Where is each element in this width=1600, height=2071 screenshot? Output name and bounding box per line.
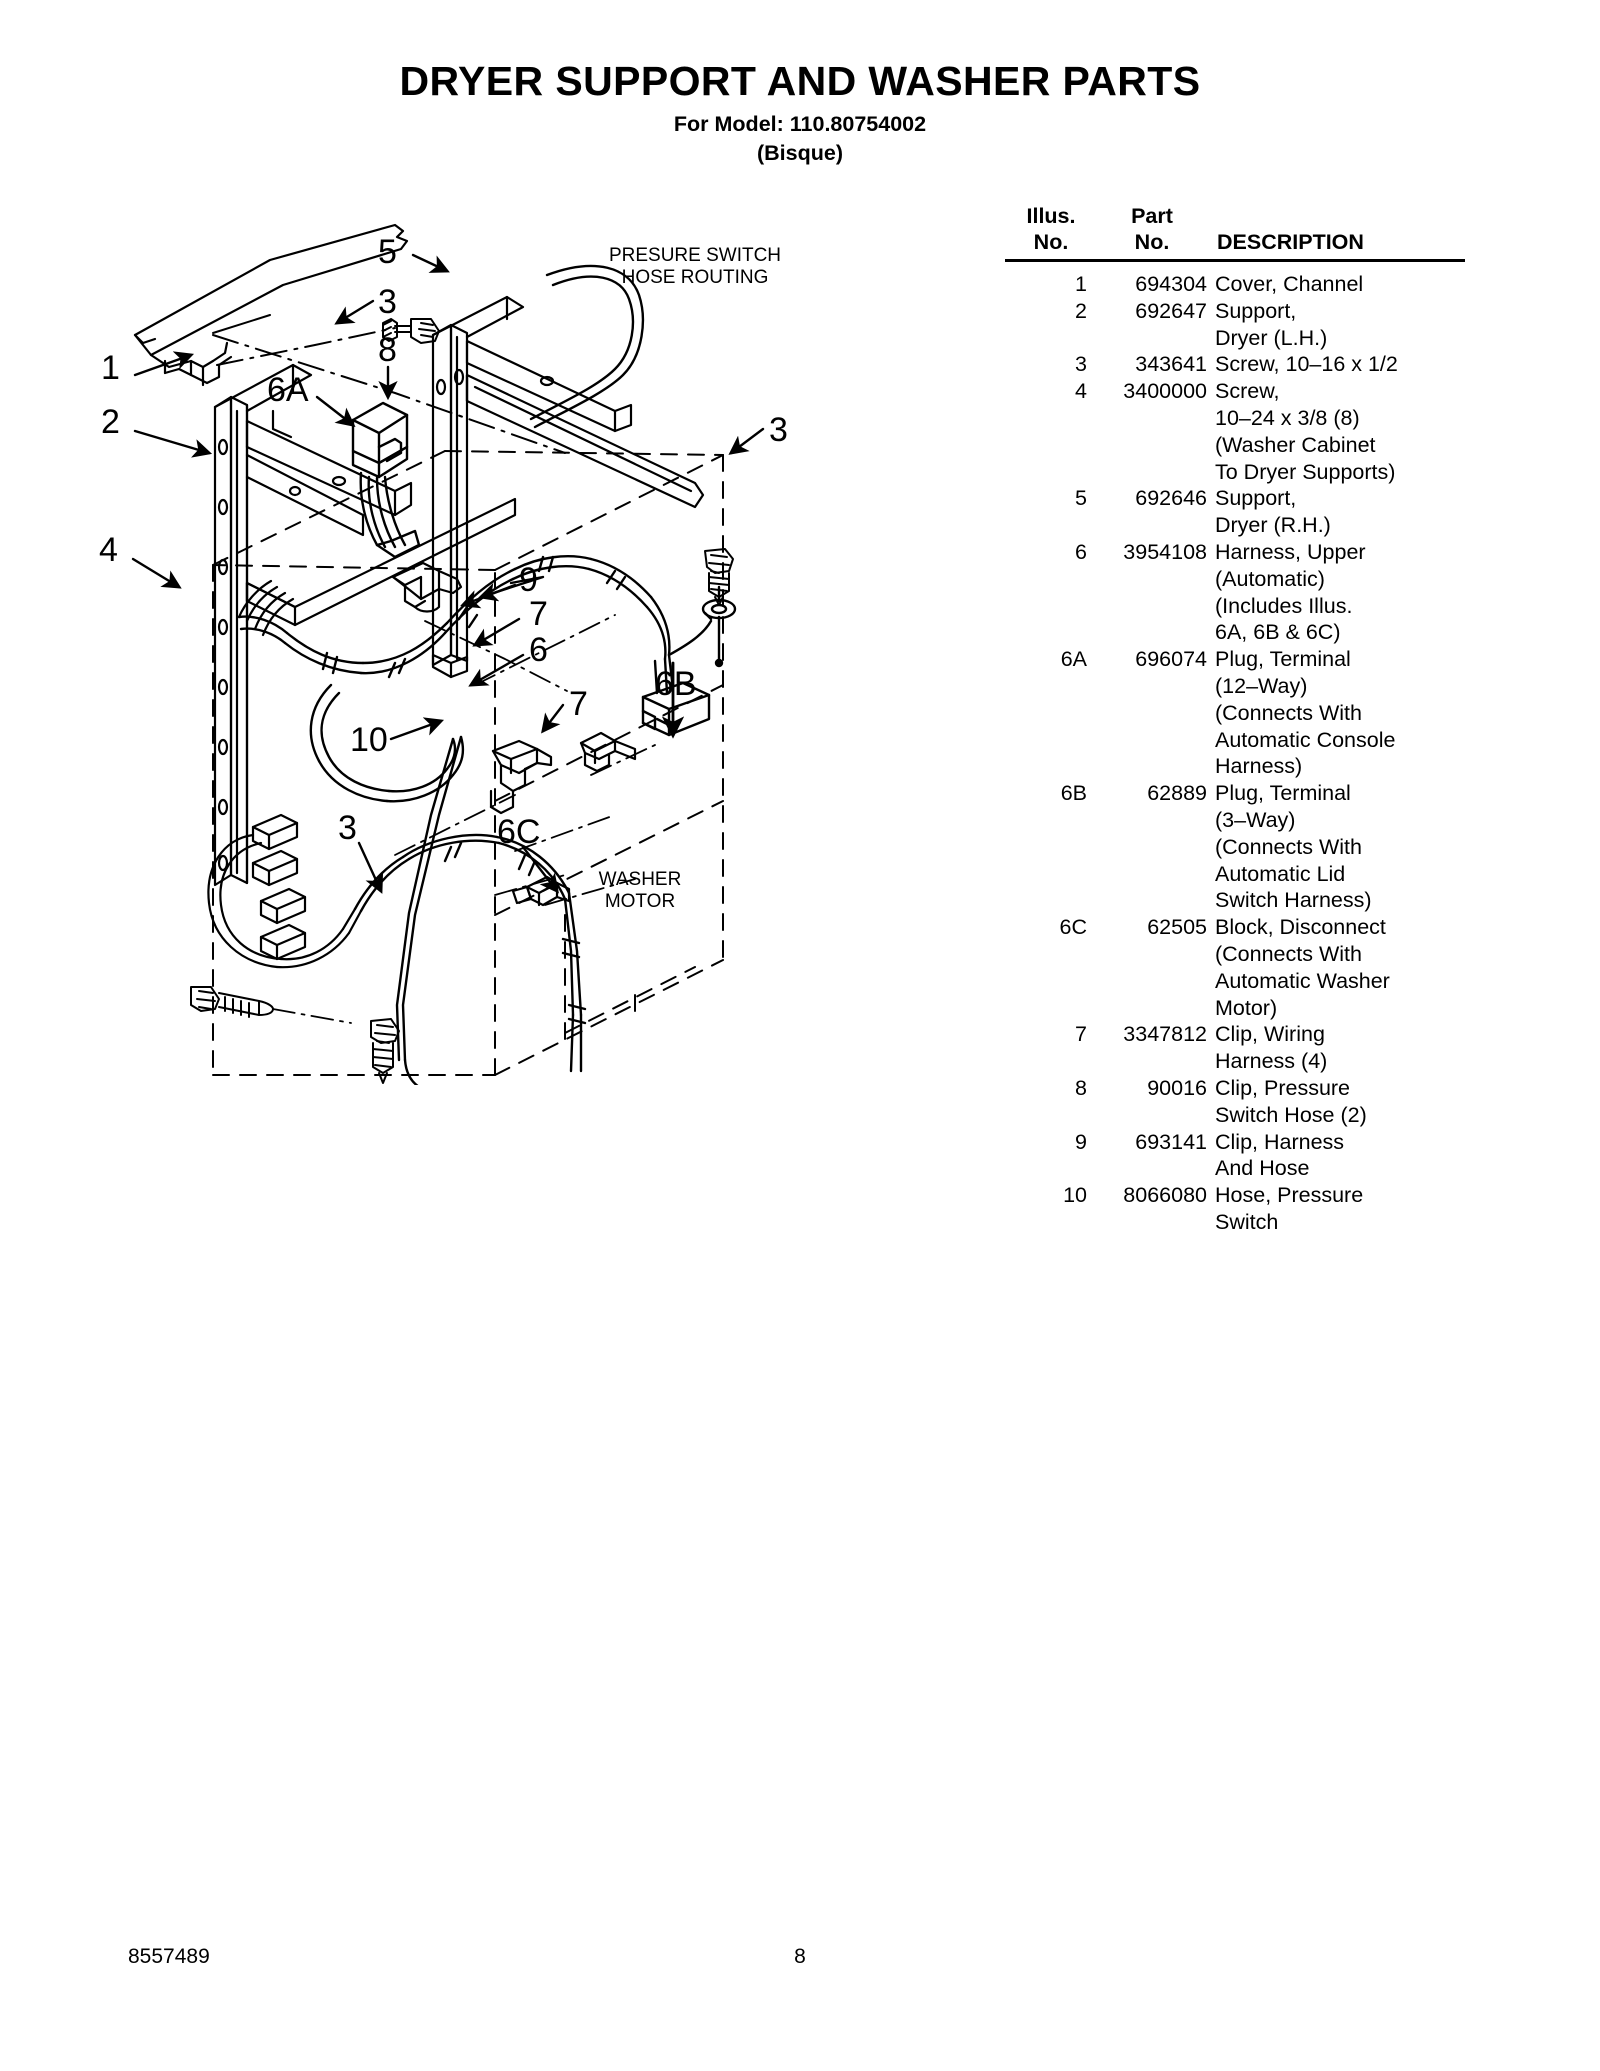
cell-description: Clip, Wiring	[1215, 1022, 1325, 1047]
table-row	[1005, 1129, 1465, 1156]
column-header-illus-no	[1005, 203, 1097, 255]
cell-illus-no: 6A	[1060, 647, 1087, 672]
cell-part-no: 343641	[1135, 352, 1207, 377]
table-row	[1005, 1209, 1465, 1236]
callout-10: 10	[350, 721, 388, 759]
table-row	[1005, 351, 1465, 378]
note-line-2: MOTOR	[604, 891, 676, 913]
cell-part-no: 694304	[1135, 272, 1207, 296]
color-subtitle: (Bisque)	[757, 140, 843, 165]
cell-part-no: 692647	[1135, 298, 1207, 323]
cell-description: Harness, Upper	[1215, 539, 1366, 564]
cell-description: Dryer (R.H.)	[1215, 513, 1331, 538]
cell-description: (Automatic)	[1215, 566, 1325, 591]
table-row	[1005, 727, 1465, 754]
table-row	[1005, 968, 1465, 995]
cell-description: Plug, Terminal	[1215, 781, 1351, 806]
table-row	[1005, 1075, 1465, 1102]
callout-7-low: 7	[569, 685, 588, 723]
cell-description: Block, Disconnect	[1215, 915, 1386, 940]
table-row	[1005, 325, 1465, 352]
column-header-description: DESCRIPTION	[1217, 230, 1364, 254]
illus-header-line2: No.	[1033, 230, 1069, 255]
page-footer	[0, 1945, 1600, 1985]
cell-part-no: 696074	[1135, 647, 1207, 672]
cell-description: Hose, Pressure	[1215, 1183, 1364, 1208]
callout-9: 9	[519, 561, 538, 599]
cell-illus-no: 6C	[1059, 915, 1087, 940]
callout-7-mid: 7	[529, 595, 548, 633]
note-washer-motor	[565, 869, 715, 914]
table-row	[1005, 271, 1465, 298]
cell-description: (3–Way)	[1215, 807, 1296, 832]
callout-8: 8	[378, 331, 397, 369]
table-row	[1005, 941, 1465, 968]
cell-part-no: 3400000	[1123, 379, 1207, 404]
cell-part-no: 3347812	[1123, 1022, 1207, 1047]
cell-illus-no: 7	[1075, 1022, 1087, 1047]
table-row	[1005, 807, 1465, 834]
parts-table-header	[1005, 203, 1465, 255]
note-line-1: PRESURE SWITCH	[608, 245, 782, 266]
callout-6b: 6B	[655, 665, 697, 703]
table-row	[1005, 566, 1465, 593]
callout-leaders	[95, 215, 975, 1085]
callout-6c: 6C	[497, 813, 541, 851]
note-line-2: HOSE ROUTING	[621, 267, 769, 289]
cell-description: Harness)	[1215, 754, 1303, 779]
table-row	[1005, 593, 1465, 620]
table-row	[1005, 861, 1465, 888]
callout-4: 4	[99, 531, 118, 569]
cell-description: Automatic Lid	[1215, 861, 1346, 886]
table-row	[1005, 405, 1465, 432]
table-row	[1005, 646, 1465, 673]
cell-part-no: 692646	[1135, 486, 1207, 511]
note-pressure-switch-hose-routing	[590, 245, 800, 290]
cell-description: Screw,	[1215, 379, 1280, 404]
cell-description: (Connects With	[1215, 941, 1362, 966]
cell-description: 6A, 6B & 6C)	[1215, 620, 1341, 645]
cell-illus-no: 3	[1075, 352, 1087, 377]
table-row	[1005, 539, 1465, 566]
table-row	[1005, 995, 1465, 1022]
model-subtitle: For Model: 110.80754002	[673, 112, 927, 137]
cell-description: (Includes Illus.	[1215, 593, 1353, 618]
parts-table-body	[1005, 271, 1465, 1236]
table-row	[1005, 834, 1465, 861]
cell-description: Motor)	[1215, 995, 1278, 1020]
cell-description: (12–Way)	[1215, 673, 1308, 698]
cell-description: (Connects With	[1215, 700, 1362, 725]
cell-description: Harness (4)	[1215, 1049, 1328, 1074]
part-header-line1: Part	[1131, 204, 1173, 228]
table-row	[1005, 673, 1465, 700]
table-row	[1005, 1102, 1465, 1129]
cell-illus-no: 2	[1075, 298, 1087, 323]
cell-description: Plug, Terminal	[1215, 647, 1351, 672]
table-row	[1005, 753, 1465, 780]
cell-illus-no: 6B	[1060, 781, 1087, 806]
page-title: DRYER SUPPORT AND WASHER PARTS	[399, 58, 1201, 104]
table-row	[1005, 298, 1465, 325]
part-header-line2: No.	[1134, 230, 1170, 255]
table-row	[1005, 378, 1465, 405]
parts-list-table	[1005, 203, 1465, 1234]
cell-description: Support,	[1215, 298, 1297, 323]
cell-description: Dryer (L.H.)	[1215, 325, 1328, 350]
cell-description: Switch Harness)	[1215, 888, 1372, 913]
cell-description: Switch Hose (2)	[1215, 1102, 1367, 1127]
cell-illus-no: 5	[1075, 486, 1087, 511]
cell-illus-no: 4	[1075, 379, 1087, 404]
cell-description: Clip, Pressure	[1215, 1075, 1351, 1100]
cell-part-no: 3954108	[1123, 539, 1207, 564]
cell-part-no: 62505	[1147, 915, 1207, 940]
cell-description: Switch	[1215, 1209, 1279, 1234]
cell-illus-no: 10	[1063, 1183, 1087, 1208]
cell-part-no: 62889	[1147, 781, 1207, 806]
callout-6a: 6A	[267, 371, 309, 409]
cell-illus-no: 1	[1075, 272, 1087, 296]
table-header-rule	[1005, 259, 1465, 262]
callout-3-right: 3	[769, 411, 788, 449]
table-row	[1005, 1155, 1465, 1182]
table-row	[1005, 1048, 1465, 1075]
table-row	[1005, 512, 1465, 539]
cell-description: Clip, Harness	[1215, 1129, 1345, 1154]
table-row	[1005, 619, 1465, 646]
cell-description: Cover, Channel	[1215, 272, 1364, 296]
table-row	[1005, 1021, 1465, 1048]
cell-description: 10–24 x 3/8 (8)	[1215, 405, 1360, 430]
document-header	[0, 60, 1600, 165]
callout-2: 2	[101, 403, 120, 441]
column-header-part-no	[1097, 203, 1207, 255]
cell-description: (Connects With	[1215, 834, 1362, 859]
table-row	[1005, 485, 1465, 512]
callout-1: 1	[101, 349, 120, 387]
footer-document-code: 8557489	[128, 1945, 210, 1968]
table-row	[1005, 780, 1465, 807]
cell-description: Support,	[1215, 486, 1297, 511]
cell-description: Automatic Console	[1215, 727, 1396, 752]
parts-illustration	[95, 215, 975, 1085]
table-row	[1005, 700, 1465, 727]
cell-description: (Washer Cabinet	[1215, 432, 1376, 457]
cell-part-no: 8066080	[1123, 1183, 1207, 1208]
cell-description: To Dryer Supports)	[1215, 459, 1396, 484]
cell-part-no: 693141	[1135, 1129, 1207, 1154]
cell-description: Automatic Washer	[1215, 968, 1390, 993]
cell-illus-no: 8	[1075, 1075, 1087, 1100]
callout-3-low: 3	[338, 809, 357, 847]
cell-illus-no: 6	[1075, 539, 1087, 564]
note-line-1: WASHER	[598, 869, 682, 890]
illus-header-line1: Illus.	[1026, 204, 1076, 228]
cell-illus-no: 9	[1075, 1129, 1087, 1154]
table-row	[1005, 914, 1465, 941]
callout-3-top: 3	[378, 283, 397, 321]
callout-5: 5	[378, 233, 397, 271]
table-row	[1005, 887, 1465, 914]
cell-description: And Hose	[1215, 1156, 1310, 1181]
table-row	[1005, 459, 1465, 486]
table-row	[1005, 432, 1465, 459]
table-row	[1005, 1182, 1465, 1209]
footer-page-number: 8	[794, 1945, 806, 1968]
callout-6-mid: 6	[529, 631, 548, 669]
cell-part-no: 90016	[1147, 1075, 1207, 1100]
cell-description: Screw, 10–16 x 1/2	[1215, 352, 1398, 377]
